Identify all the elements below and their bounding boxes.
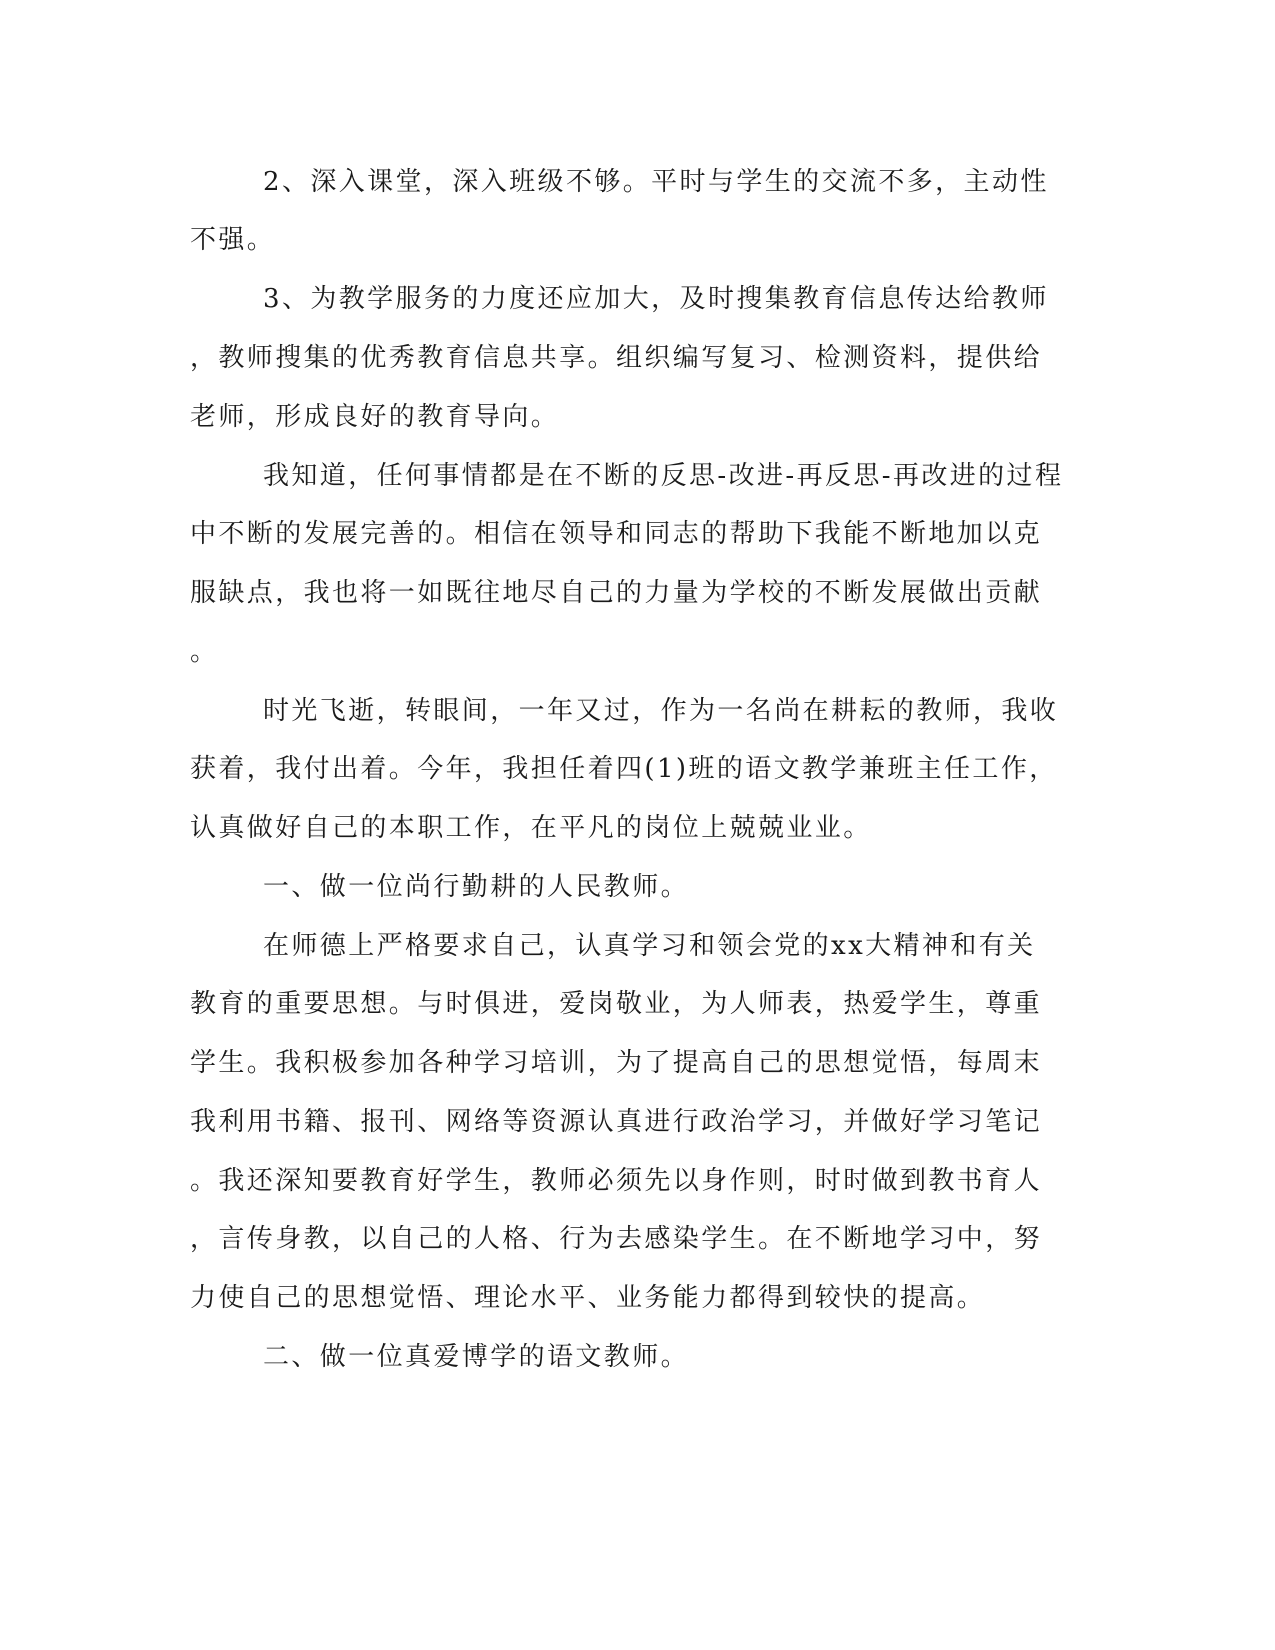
text-line: 认真做好自己的本职工作，在平凡的岗位上兢兢业业。	[190, 813, 872, 843]
text-line: 学生。我积极参加各种学习培训，为了提高自己的思想觉悟，每周末	[190, 1048, 1043, 1078]
text-line: 在师德上严格要求自己，认真学习和领会党的xx大精神和有关	[263, 931, 1036, 961]
text-line: 。我还深知要教育好学生，教师必须先以身作则，时时做到教书育人	[190, 1166, 1043, 1196]
section-heading: 一、做一位尚行勤耕的人民教师。	[263, 872, 690, 902]
text-line: 教育的重要思想。与时俱进，爱岗敬业，为人师表，热爱学生，尊重	[190, 989, 1043, 1019]
text-line: 服缺点，我也将一如既往地尽自己的力量为学校的不断发展做出贡献	[190, 578, 1043, 608]
text-line: 不强。	[190, 225, 276, 255]
text-line: 。	[190, 637, 219, 667]
text-line: 力使自己的思想觉悟、理论水平、业务能力都得到较快的提高。	[190, 1283, 986, 1313]
text-line: 2、深入课堂，深入班级不够。平时与学生的交流不多，主动性	[263, 167, 1049, 197]
text-line: 老师，形成良好的教育导向。	[190, 402, 560, 432]
text-line: 3、为教学服务的力度还应加大，及时搜集教育信息传达给教师	[263, 284, 1049, 314]
text-line: 我利用书籍、报刊、网络等资源认真进行政治学习，并做好学习笔记	[190, 1107, 1043, 1137]
text-line: ，教师搜集的优秀教育信息共享。组织编写复习、检测资料，提供给	[190, 343, 1043, 373]
section-heading: 二、做一位真爱博学的语文教师。	[263, 1342, 690, 1372]
text-line: 获着，我付出着。今年，我担任着四(1)班的语文教学兼班主任工作，	[190, 754, 1058, 784]
text-line: 中不断的发展完善的。相信在领导和同志的帮助下我能不断地加以克	[190, 519, 1043, 549]
text-line: ，言传身教，以自己的人格、行为去感染学生。在不断地学习中，努	[190, 1224, 1043, 1254]
text-line: 时光飞逝，转眼间，一年又过，作为一名尚在耕耘的教师，我收	[263, 696, 1059, 726]
text-line: 我知道，任何事情都是在不断的反思-改进-再反思-再改进的过程	[263, 461, 1064, 491]
